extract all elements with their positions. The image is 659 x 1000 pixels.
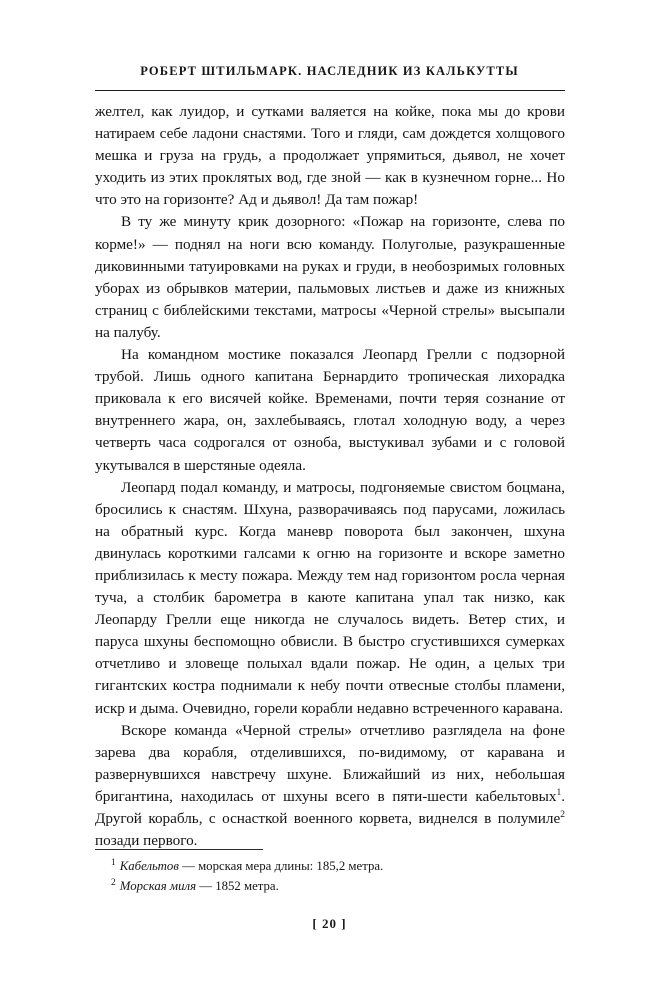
footnote-ref-2[interactable]: 2 <box>560 809 565 820</box>
footnote-ref-1[interactable]: 1 <box>556 787 562 798</box>
body-text-column <box>95 101 565 852</box>
paragraph: На командном мостике показался Леопард Грелли с подзорной трубой. Лишь одного капитана Бернардито тропическая лихорадка приковала к его висячей койке. Временами, почти теряя сознание от внутреннего жара, он, захлебываясь, глотал холодную воду, а через четверть часа содрогался от озноба, выстукивал зубами и с головой укутывался в шерстяные одеяла. <box>95 346 565 474</box>
footnote-separator-rule <box>95 849 263 850</box>
paragraph-text-part: . Другой корабль, с оснасткой военного корвета, виднелся в полумиле <box>95 787 565 827</box>
footnote-term: Морская миля <box>119 879 197 893</box>
paragraph-text-part: позади первого. <box>95 832 198 850</box>
running-head: РОБЕРТ ШТИЛЬМАРК. НАСЛЕДНИК ИЗ КАЛЬКУТТЫ <box>140 64 519 78</box>
footnote-number: 2 <box>111 877 116 888</box>
footnote-text: — морская мера длины: 185,2 метра. <box>178 859 384 873</box>
footnote-item <box>95 857 565 875</box>
footnote-item <box>95 877 565 895</box>
paragraph: В ту же минуту крик дозорного: «Пожар на горизонте, слева по корме!» — поднял на ноги всю команду. Полуголые, разукрашенные диковинными татуировками на руках и груди, в необозримых головных уборах из обрывков материи, пальмовых листьев и даже из книжных страниц с библейскими текстами, матросы «Черной стрелы» высыпали на палубу. <box>95 213 565 341</box>
header-rule <box>95 90 565 91</box>
footnote-text: — 1852 метра. <box>196 879 279 893</box>
page-number: [ 20 ] <box>312 916 347 931</box>
footnotes-block <box>95 849 565 897</box>
paragraph-with-footnote-refs <box>95 720 565 853</box>
footnote-term: Кабельтов <box>119 859 179 873</box>
paragraph-text-part: Вскоре команда «Черной стрелы» отчетливо разглядела на фоне зарева два корабля, отделившихся, по-видимому, от каравана и развернувшихся навстречу шхуне. Ближайший из них, небольшая бригантина, находилась от шхуны всего в пяти-шести кабельтовых <box>95 721 565 805</box>
paragraph: желтел, как луидор, и сутками валяется на койке, пока мы до крови натираем себе ладони снастями. Того и гляди, сам дождется холщового мешка и груза на грудь, а продолжает упрямиться, дьявол, не хочет уходить из этих проклятых вод, где зной — как в кузнечном горне... Но что это на горизонте? Ад и дьявол! Да там пожар! <box>95 103 565 209</box>
footnote-number: 1 <box>111 857 116 868</box>
paragraph: Леопард подал команду, и матросы, подгоняемые свистом боцмана, бросились к снастям. Шхуна, разворачиваясь под парусами, ложилась на обратный курс. Когда маневр поворота был закончен, шхуна двинулась короткими галсами к огню на горизонте и вскоре заметно приблизилась к месту пожара. Между тем над горизонтом росла черная туча, а столбик барометра в каюте капитана упал так низко, как Леопарду Грелли еще никогда не случалось видеть. Ветер стих, и паруса шхуны беспомощно обвисли. В быстро сгустившихся сумерках отчетливо и зловеще полыхал вдали пожар. Не один, а целых три гигантских костра поднимали к небу почти отвесные столбы пламени, искр и дыма. Очевидно, горели корабли недавно встреченного каравана. <box>95 478 565 717</box>
